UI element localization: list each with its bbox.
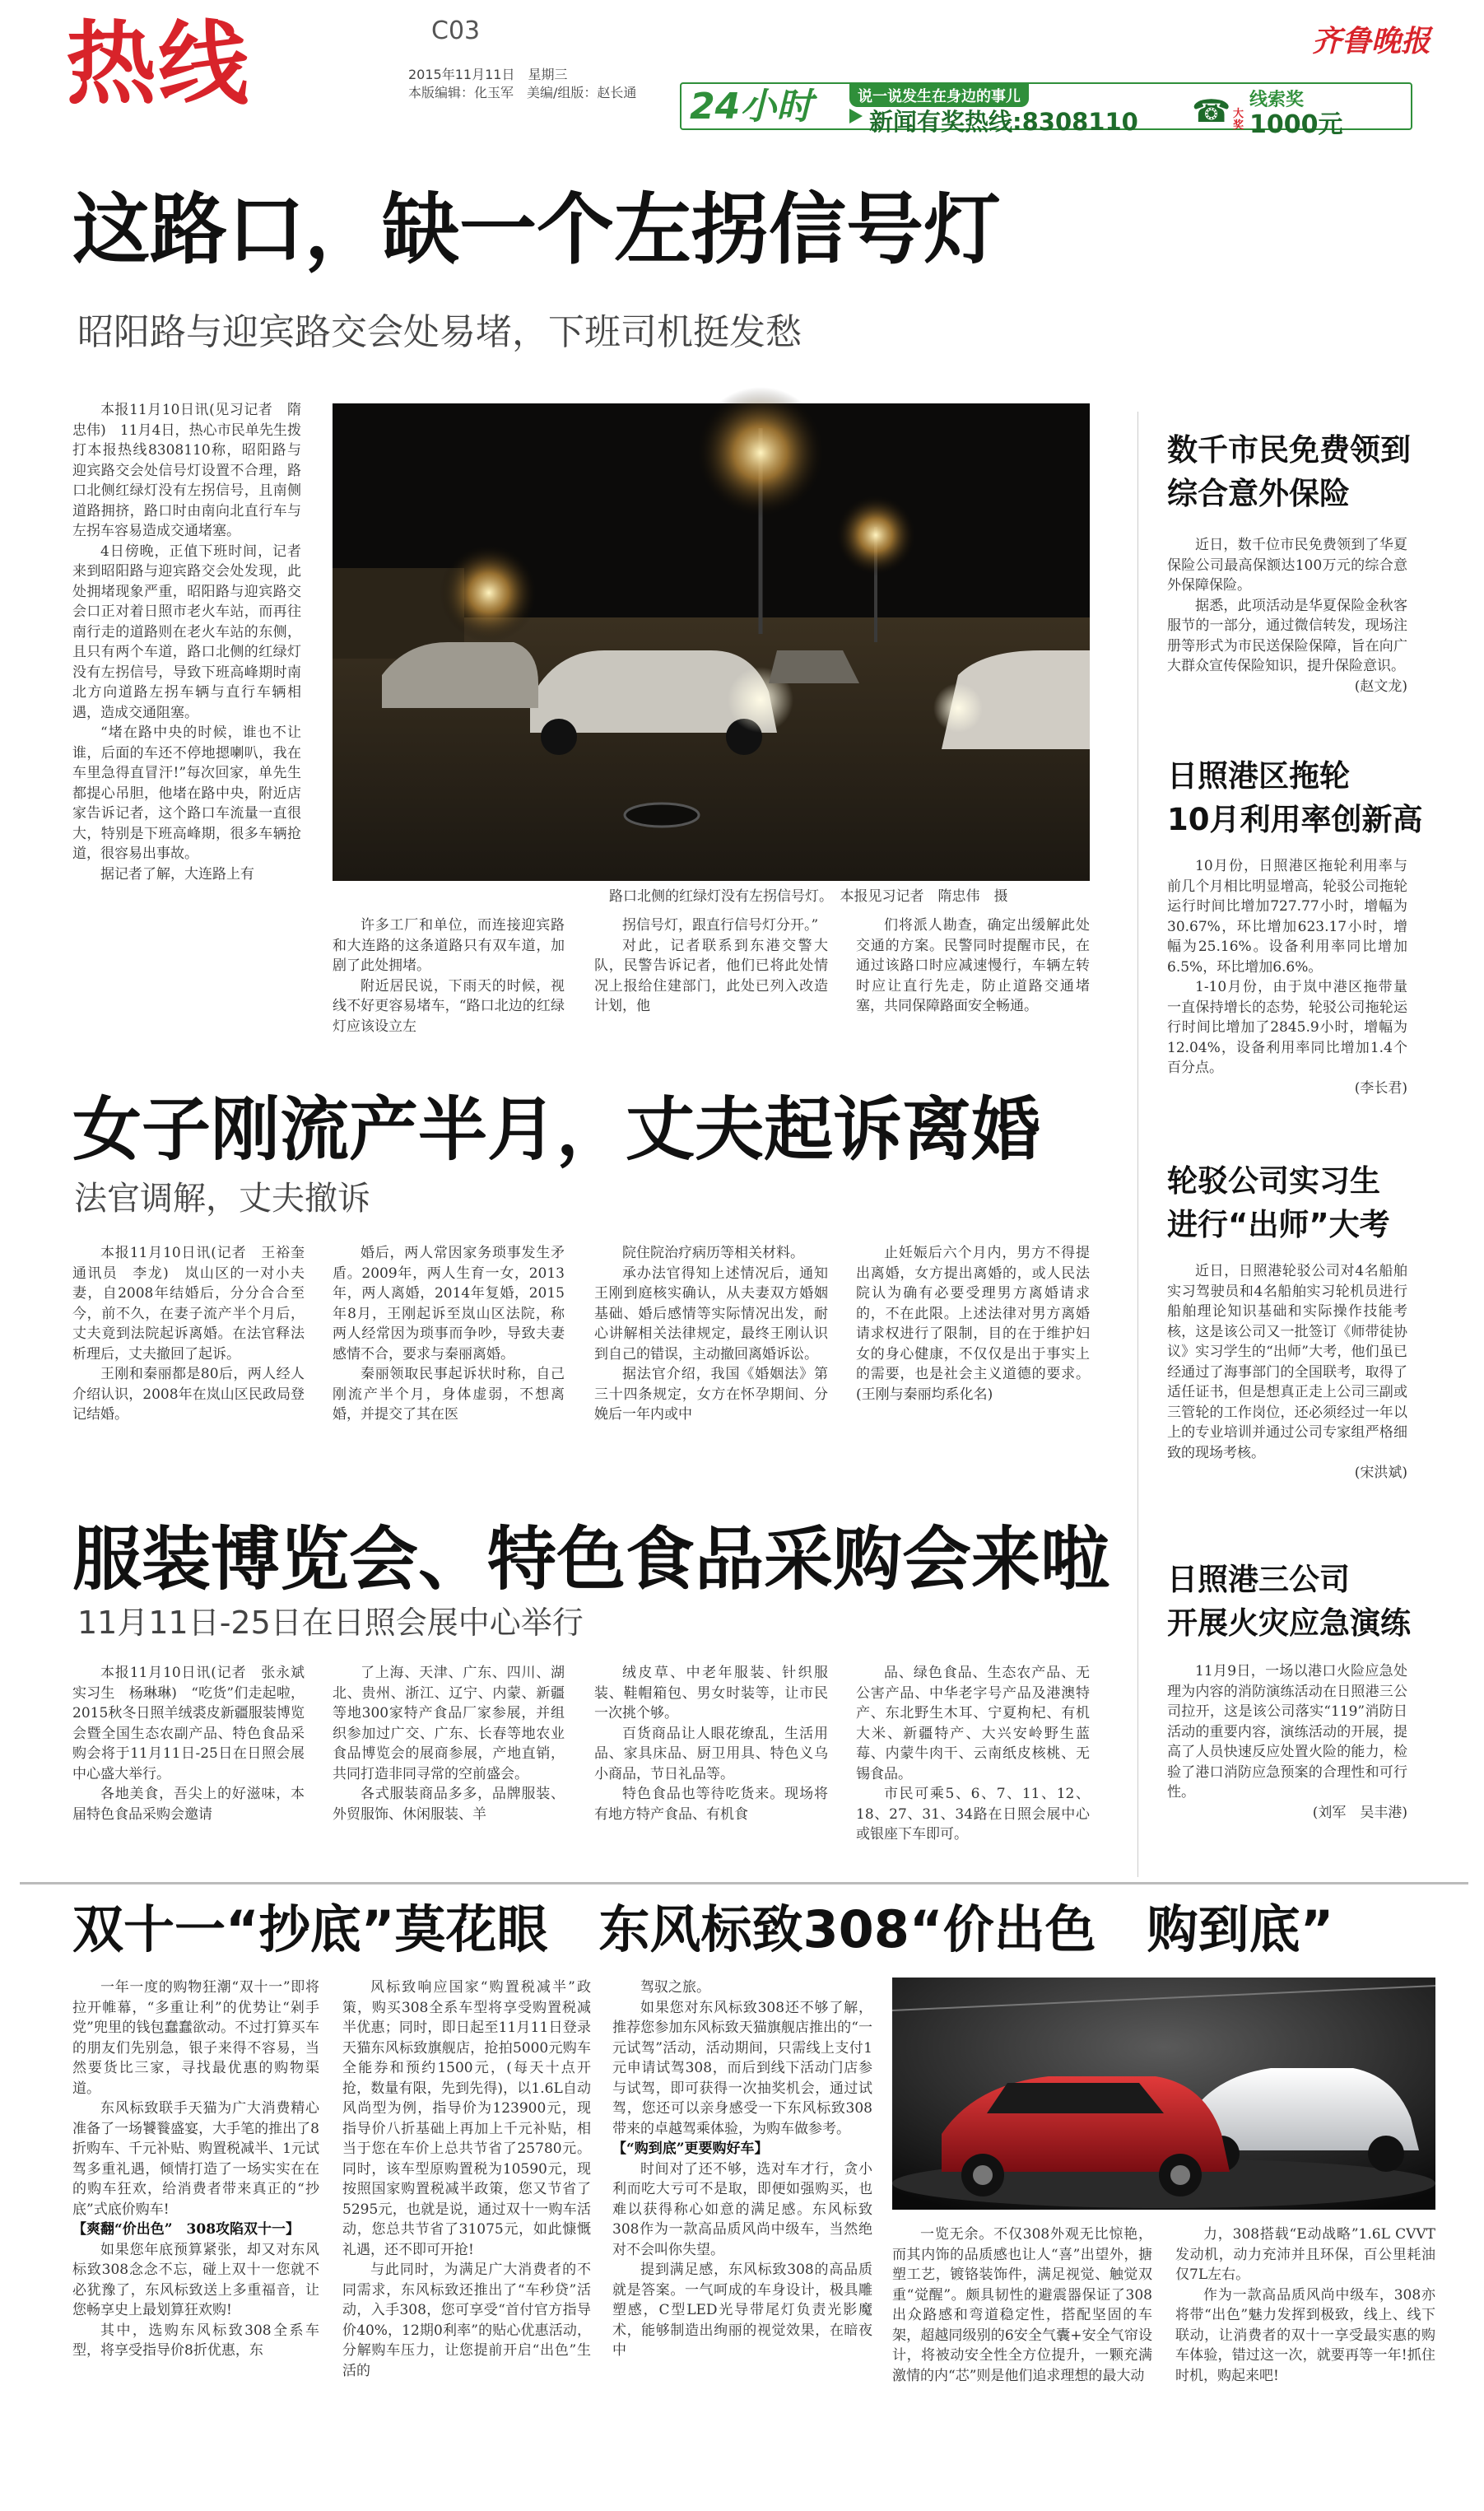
reward-prefix: 大奖 — [1233, 108, 1244, 132]
paragraph: 近日，数千位市民免费领到了华夏保险公司最高保额达100万元的综合意外保障保险。 — [1167, 537, 1407, 594]
paragraph: 据记者了解，大连路上有 — [100, 865, 254, 883]
paragraph: 本报11月10日讯(记者 王裕奎 通讯员 李龙) 岚山区的一对小夫妻，自2008年结婚后，分分合合至今，前不久，在妻子流产半个月后，丈夫竟到法院起诉离婚。在法官释法析理后，丈夫撤回了起诉。 — [72, 1245, 319, 1363]
hotline-play-icon — [849, 109, 863, 123]
car-photo — [892, 1978, 1435, 2210]
paragraph: 附近居民说，下雨天的时候，视线不好更容易堵车，“路口北边的红绿灯应该设立左 — [333, 977, 565, 1035]
byline: (宋洪斌) — [1354, 1465, 1407, 1481]
paragraph: 据悉，此项活动是华夏保险金秋客服节的一部分，通过微信转发，现场注册等形式为市民送保险保障，旨在向广大群众宣传保险知识，提升保险意识。 — [1167, 597, 1407, 674]
title-line: 日照港区拖轮 — [1167, 758, 1350, 794]
story2-col3 — [594, 1243, 828, 1515]
story2-col2 — [333, 1243, 565, 1515]
story4-col3 — [612, 1978, 872, 2504]
paragraph: 4日傍晚，正值下班时间，记者来到昭阳路与迎宾路交会处发现，此处拥堵现象严重，昭阳路与迎宾路交会口正对着日照市老火车站，而再往南行走的道路则在老火车站的东侧，且只有两个车道，路口北侧的红绿灯没有左拐信号，导致下班高峰期时南北方向道路左拐车辆与直行车辆相遇，造成交通阻塞。 — [72, 543, 301, 721]
story3-col4 — [856, 1663, 1090, 1869]
masthead — [0, 0, 1484, 139]
story2-headline: 女子刚流产半月，丈夫起诉离婚 — [72, 1089, 1041, 1170]
date-line: 2015年11月11日 星期三 — [408, 67, 568, 82]
paragraph: “堵在路中央的时候，谁也不让谁，后面的车还不停地摁喇叭，我在车里急得直冒汗!”每次回家，单先生都提心吊胆，他堵在路中央，附近店家告诉记者，这个路口车流量一直很大，特别是下班高峰期，很多车辆抢道，很容易出事故。 — [72, 724, 301, 862]
hotline-slogan: 说一说发生在身边的事儿 — [849, 84, 1029, 107]
story3-col2 — [333, 1663, 565, 1869]
paragraph: 驾驭之旅。 — [640, 1979, 710, 1996]
paragraph: 特色食品也等待吃货来。现场将有地方特产食品、有机食 — [594, 1786, 828, 1823]
subsection-header: 【爽翻“价出色” 308攻陷双十一】 — [72, 2221, 300, 2238]
paragraph: 作为一款高品质风尚中级车，308亦将带“出色”魅力发挥到极致，线上、线下联动，让消费者的双十一享受最实惠的购车体验，错过这一次，就要再等一年!抓住时机，购起来吧! — [1175, 2286, 1435, 2384]
paragraph: 一年一度的购物狂潮“双十一”即将拉开帷幕，“多重让利”的优势让“剁手党”兜里的钱包蠢蠢欲动。不过打算买车的朋友们先别急，银子来得不容易，当然要货比三家，寻找最优惠的购物渠道。 — [72, 1979, 319, 2097]
sidebar3-body — [1167, 1261, 1407, 1549]
paragraph: 王刚和秦丽都是80后，两人经人介绍认识，2008年在岚山区民政局登记结婚。 — [72, 1366, 305, 1423]
reward-label: 线索奖 — [1249, 90, 1305, 110]
story2-subhead: 法官调解，丈夫撤诉 — [74, 1180, 370, 1218]
paragraph: 时间对了还不够，选对车才行，贪小利而吃大亏可不是取，即便如强购买，也难以获得称心如意的满足感。东风标致308作为一款高品质风尚中级车，当然绝对不会叫你失望。 — [612, 2160, 872, 2258]
story1-col3 — [594, 915, 828, 1072]
paragraph: 拐信号灯，跟直行信号灯分开。” — [622, 917, 819, 934]
paragraph: 承办法官得知上述情况后，通知王刚到庭核实确认，从夫妻双方婚姻基础、婚后感情等实际情况出发，耐心讲解相关法律规定，最终王刚认识到自己的错误，主动撤回离婚诉讼。 — [594, 1265, 828, 1363]
story3-subhead: 11月11日-25日在日照会展中心举行 — [77, 1605, 584, 1641]
paragraph: 如果您对东风标致308还不够了解，推荐您参加东风标致天猫旗舰店推出的“一元试驾”活动，活动期间，只需线上支付1元申请试驾308，而后到线下活动门店参与试驾，即可获得一次抽奖机会，通过试驾，您还可以亲身感受一下东风标致308带来的卓越驾乘体验，为购车做参考。 — [612, 1999, 872, 2137]
page-code: C03 — [431, 16, 481, 45]
story4-col5 — [1175, 2224, 1435, 2504]
paragraph: 市民可乘5、6、7、11、12、18、27、31、34路在日照会展中心或银座下车即可。 — [856, 1786, 1090, 1842]
paragraph: 如果您年底预算紧张，却又对东风标致308念念不忘，碰上双十一您就不必犹豫了，东风标致送上多重福音，让您畅享史上最划算狂欢购! — [72, 2241, 319, 2318]
section-title: 热线 — [66, 12, 250, 117]
story2-col4 — [856, 1243, 1090, 1515]
story1-photo — [333, 403, 1090, 881]
sidebar3-title — [1167, 1159, 1447, 1246]
paragraph: 秦丽领取民事起诉状时称，自己刚流产半个月，身体虚弱，不想离婚，并提交了其在医 — [333, 1366, 565, 1423]
byline: (李长君) — [1354, 1079, 1407, 1097]
byline: (赵文龙) — [1354, 678, 1407, 695]
story1-photo-caption: 路口北侧的红绿灯没有左拐信号灯。 本报见习记者 隋忠伟 摄 — [609, 888, 1008, 905]
newspaper-logo: 齐鲁晚报 — [1312, 24, 1431, 58]
story1-subhead: 昭阳路与迎宾路交会处易堵，下班司机挺发愁 — [77, 311, 802, 353]
title-line: 进行“出师”大考 — [1167, 1207, 1390, 1242]
paragraph: 本报11月10日讯(记者 张永斌 实习生 杨琳琳) “吃货”们走起啦，2015秋冬日照羊绒裘皮新疆服装博览会暨全国生态农副产品、特色食品采购会将于11月11日-25日在日照会展中心盛大举行。 — [72, 1665, 319, 1782]
paragraph: 各式服装商品多多，品牌服装、外贸服饰、休闲服装、羊 — [333, 1786, 565, 1823]
sidebar2-title — [1167, 754, 1447, 841]
story4-col1 — [72, 1978, 319, 2504]
paragraph: 其中，选购东风标致308全系车型，将享受指导价8折优惠，东 — [72, 2322, 319, 2359]
story1-col4 — [856, 915, 1090, 1072]
paragraph: 10月份，日照港区拖轮利用率与前几个月相比明显增高，轮驳公司拖轮运行时间比增加727.77小时，增幅为30.67%，环比增加623.17小时，增幅为25.16%。设备利用率同比增加6.5%，环比增加6.6%。 — [1167, 858, 1407, 976]
hotline-hours: 24小时 — [690, 86, 813, 128]
paragraph: 了上海、天津、广东、四川、湖北、贵州、浙江、辽宁、内蒙、新疆等地300家特产食品厂家参展，并组织参加过广交、广东、长春等地农业食品博览会的展商参展，产地直销，共同打造非同寻常的空前盛会。 — [333, 1665, 565, 1782]
title-line: 日照港三公司 — [1167, 1562, 1350, 1597]
paragraph: 近日，日照港轮驳公司对4名船舶实习驾驶员和4名船舶实习轮机员进行船舶理论知识基础和实际操作技能考核，这是该公司又一批签订《师带徒协议》实习学生的“出师”大考，他们虽已经通过了海事部门的全国联考，取得了适任证书，但是想真正走上公司三副或三管轮的工作岗位，还必须经过一年以上的专业培训并通过公司专家组严格细致的现场考核。 — [1167, 1263, 1407, 1461]
title-line: 10月利用率创新高 — [1167, 802, 1423, 837]
night-intersection-image — [333, 403, 1090, 881]
story1-col2 — [333, 915, 565, 1072]
paragraph: 力，308搭载“E动战略”1.6L CVVT发动机，动力充沛并且环保，百公里耗油仅7L左右。 — [1175, 2226, 1435, 2283]
story3-col3 — [594, 1663, 828, 1869]
story2-col1 — [72, 1243, 319, 1515]
paragraph: 据法官介绍，我国《婚姻法》第三十四条规定，女方在怀孕期间、分娩后一年内或中 — [594, 1366, 828, 1423]
paragraph: 品、绿色食品、生态农产品、无公害产品、中华老字号产品及港澳特产、东北野生木耳、宁夏枸杞、有机大米、新疆特产、大兴安岭野生蓝莓、内蒙牛肉干、云南纸皮核桃、无锡食品。 — [856, 1665, 1090, 1782]
story3-col1 — [72, 1663, 319, 1869]
paragraph: 绒皮草、中老年服装、针织服装、鞋帽箱包、男女时装等，让市民一次挑个够。 — [594, 1665, 828, 1721]
story4-col4 — [892, 2224, 1152, 2504]
paragraph: 一览无余。不仅308外观无比惊艳，而其内饰的品质感也让人“喜”出望外，搪塑工艺，镀铬装饰件，满足视觉、触觉双重“觉醒”。颇具韧性的避震器保证了308出众路感和弯道稳定性，搭配坚固的车架，超越同级别的6安全气囊+安全气帘设计，将被动安全性全方位提升，一颗充满激情的内“芯”则是他们追求理想的最大动 — [892, 2226, 1152, 2384]
sidebar4-title — [1167, 1558, 1447, 1645]
paragraph: 许多工厂和单位，而连接迎宾路和大连路的这条道路只有双车道，加剧了此处拥堵。 — [333, 917, 565, 974]
telephone-icon: ☎ — [1192, 93, 1231, 129]
reward-amount: 1000元 — [1249, 110, 1343, 139]
sidebar1-title — [1167, 428, 1447, 515]
paragraph: 风标致响应国家“购置税减半”政策，购买308全系车型将享受购置税减半优惠；同时，即日起至11月11日登录天猫东风标致旗舰店，抢拍5000元购车全能券和预约1500元，(每天十点开抢，数量有限，先到先得)，以1.6L自动风尚型为例，指导价为123900元，现指导价八折基础上再加上千元补贴，相当于您在车价上总共节省了25780元。同时，该车型原购置税为10590元，现按照国家购置税减半政策，您又节省了5295元，也就是说，通过双十一购车活动，您总共节省了31075元，如此慷慨礼遇，还不即可开抢! — [342, 1979, 591, 2258]
paragraph: 们将派人勘查，确定出缓解此处交通的方案。民警同时提醒市民，在通过该路口时应减速慢行，车辆左转时应让直行先走，防止道路交通堵塞，共同保障路面安全畅通。 — [856, 917, 1090, 1014]
paragraph: 百货商品让人眼花缭乱，生活用品、家具床品、厨卫用具、特色义乌小商品，节日礼品等。 — [594, 1725, 828, 1782]
hotline-banner — [680, 82, 1412, 139]
paragraph: 11月9日，一场以港口火险应急处理为内容的消防演练活动在日照港三公司拉开，这是该公司落实“119”消防日活动的重要内容，演练活动的开展，提高了人员快速反应处置火险的能力，检验了港口消防应急预案的合理性和可行性。 — [1167, 1663, 1407, 1801]
title-line: 轮驳公司实习生 — [1167, 1163, 1380, 1199]
story3-headline: 服装博览会、特色食品采购会来啦 — [72, 1519, 1110, 1600]
paragraph: 1-10月份，由于岚中港区拖带量一直保持增长的态势，轮驳公司拖轮运行时间比增加了2845.9小时，增幅为12.04%，设备利用率同比增加1.4个百分点。 — [1167, 979, 1407, 1076]
title-line: 开展火灾应急演练 — [1167, 1605, 1411, 1641]
story1-headline: 这路口，缺一个左拐信号灯 — [72, 185, 1002, 275]
paragraph: 院住院治疗病历等相关材料。 — [622, 1245, 804, 1261]
editors: 本版编辑：化玉军 美编/组版：赵长通 — [408, 85, 637, 100]
paragraph: 与此同时，为满足广大消费者的不同需求，东风标致还推出了“车秒贷”活动，入手308，您可享受“首付官方指导价40%，12期0利率”的贴心优惠活动，分解购车压力，让您提前开启“出色”生活的 — [342, 2262, 591, 2379]
paragraph: 本报11月10日讯(见习记者 隋忠伟) 11月4日，热心市民单先生拨打本报热线8308110称，昭阳路与迎宾路交会处信号灯设置不合理，路口北侧红绿灯没有左拐信号，且南侧道路拥挤，路口时由南向北直行车与左拐车容易造成交通堵塞。 — [72, 402, 301, 539]
byline: (刘军 吴丰港) — [1312, 1804, 1407, 1821]
paragraph: 对此，记者联系到东港交警大队，民警告诉记者，他们已将此处情况上报给住建部门，此处已列入改造计划，他 — [594, 937, 828, 1014]
story4-headline: 双十一“抄底”莫花眼 东风标致308“价出色 购到底” — [72, 1899, 1334, 1959]
sidebar-divider — [1137, 412, 1138, 1877]
title-line: 数千市民免费领到 — [1167, 432, 1411, 468]
paragraph: 各地美食，吾尖上的好滋味，本届特色食品采购会邀请 — [72, 1786, 305, 1823]
title-line: 综合意外保险 — [1167, 476, 1350, 511]
section-divider — [20, 1882, 1468, 1884]
paragraph: 婚后，两人常因家务琐事发生矛盾。2009年，两人生育一女，2013年，两人离婚，2014年复婚，2015年8月，王刚起诉至岚山区法院，称两人经常因为琐事而争吵，导致夫妻感情不合，要求与秦丽离婚。 — [333, 1245, 565, 1363]
story1-col1 — [72, 400, 301, 1067]
sidebar1-body — [1167, 535, 1407, 716]
sidebar4-body — [1167, 1661, 1407, 1870]
sidebar2-body — [1167, 856, 1407, 1169]
paragraph: 提到满足感，东风标致308的高品质就是答案。一气呵成的车身设计，极具雕塑感，C型LED光导带尾灯负责光影魔术，能够制造出绚丽的视觉效果，在暗夜中 — [612, 2262, 872, 2359]
hotline-number: 新闻有奖热线:8308110 — [869, 108, 1138, 136]
peugeot-308-image — [892, 1978, 1435, 2210]
story4-col2 — [342, 1978, 591, 2504]
subsection-header: 【“购到底”更要购好车】 — [612, 2141, 769, 2157]
paragraph: 东风标致联手天猫为广大消费精心准备了一场饕餮盛宴，大手笔的推出了8折购车、千元补贴、购置税减半、1元试驾多重礼遇，倾情打造了一场实实在在的购车狂欢，给消费者带来真正的“抄底”式底价购车! — [72, 2100, 319, 2218]
paragraph: 止妊娠后六个月内，男方不得提出离婚，女方提出离婚的，或人民法院认为确有必要受理男方离婚请求的，不在此限。上述法律对男方离婚请求权进行了限制，目的在于维护妇女的身心健康，不仅仅是出于事实上的需要，也是社会主义道德的要求。(王刚与秦丽均系化名) — [856, 1245, 1090, 1403]
